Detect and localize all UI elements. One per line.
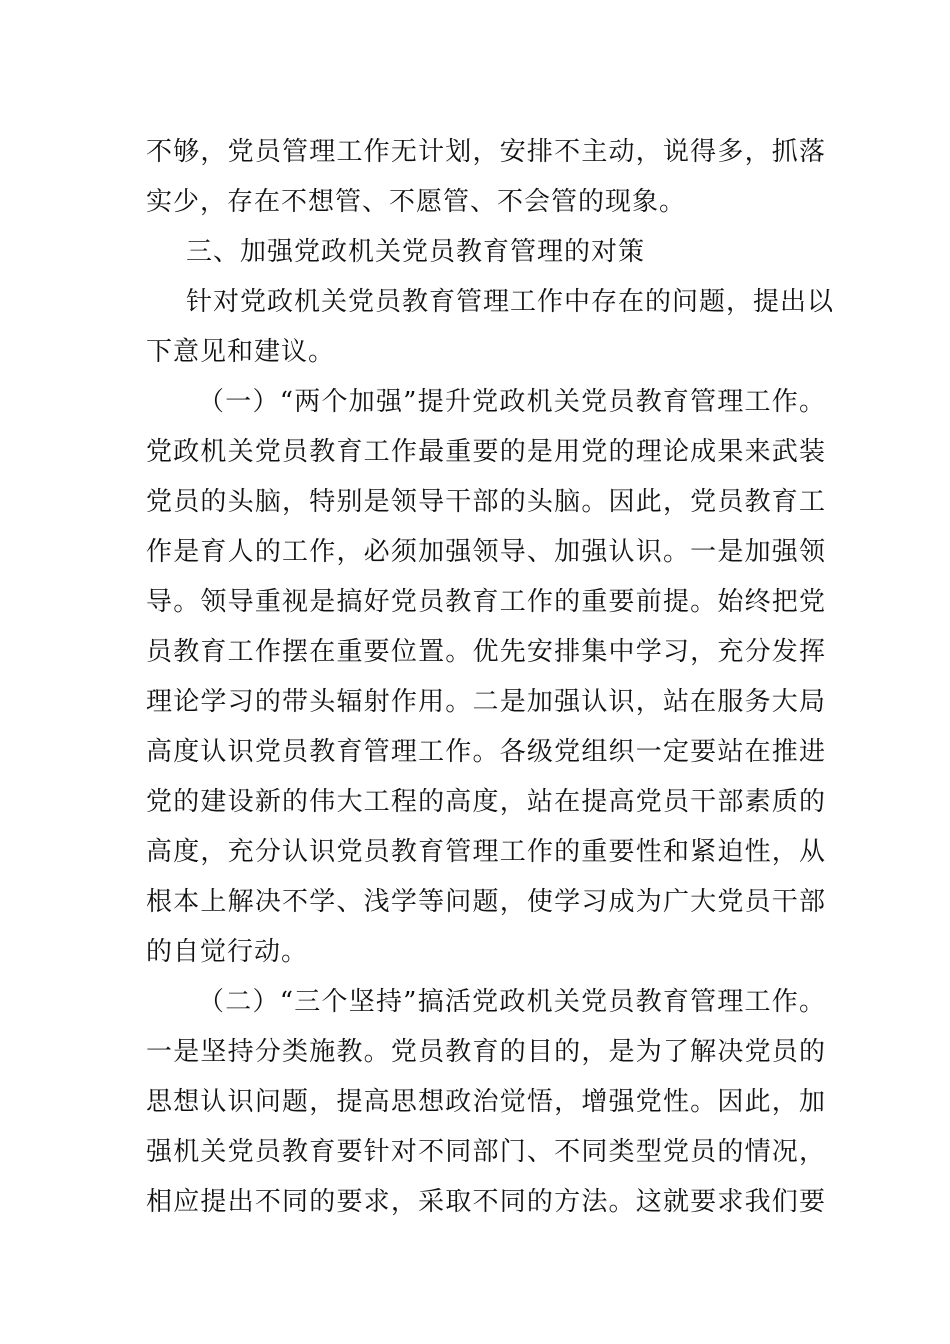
text-line: 员教育工作摆在重要位置。优先安排集中学习，充分发挥 [146, 637, 826, 667]
text-line: 思想认识问题，提高思想政治觉悟，增强党性。因此，加 [146, 1087, 826, 1117]
text-line: 导。领导重视是搞好党员教育工作的重要前提。始终把党 [146, 587, 826, 617]
text-line: 的自觉行动。 [146, 937, 309, 967]
text-line: 相应提出不同的要求，采取不同的方法。这就要求我们要 [146, 1187, 826, 1217]
text-line: 理论学习的带头辐射作用。二是加强认识，站在服务大局 [146, 687, 826, 717]
text-line: 不够，党员管理工作无计划，安排不主动，说得多，抓落 [146, 137, 826, 167]
text-line: 根本上解决不学、浅学等问题，使学习成为广大党员干部 [146, 887, 826, 917]
text-line: 高度认识党员教育管理工作。各级党组织一定要站在推进 [146, 737, 826, 767]
text-line: 实少，存在不想管、不愿管、不会管的现象。 [146, 187, 687, 217]
text-line: 党政机关党员教育工作最重要的是用党的理论成果来武装 [146, 437, 826, 467]
subsection-heading: （一）“两个加强”提升党政机关党员教育管理工作。 [198, 387, 826, 417]
text-line: 下意见和建议。 [146, 337, 336, 367]
text-line: 强机关党员教育要针对不同部门、不同类型党员的情况， [146, 1137, 826, 1167]
text-line: 党员的头脑，特别是领导干部的头脑。因此，党员教育工 [146, 487, 826, 517]
text-line: 党的建设新的伟大工程的高度，站在提高党员干部素质的 [146, 787, 826, 817]
text-line: 作是育人的工作，必须加强领导、加强认识。一是加强领 [146, 537, 826, 567]
text-line: 一是坚持分类施教。党员教育的目的，是为了解决党员的 [146, 1037, 826, 1067]
subsection-heading: （二）“三个坚持”搞活党政机关党员教育管理工作。 [198, 987, 826, 1017]
text-line: 针对党政机关党员教育管理工作中存在的问题，提出以 [186, 287, 835, 317]
text-line: 高度，充分认识党员教育管理工作的重要性和紧迫性，从 [146, 837, 826, 867]
section-heading: 三、加强党政机关党员教育管理的对策 [186, 237, 646, 267]
